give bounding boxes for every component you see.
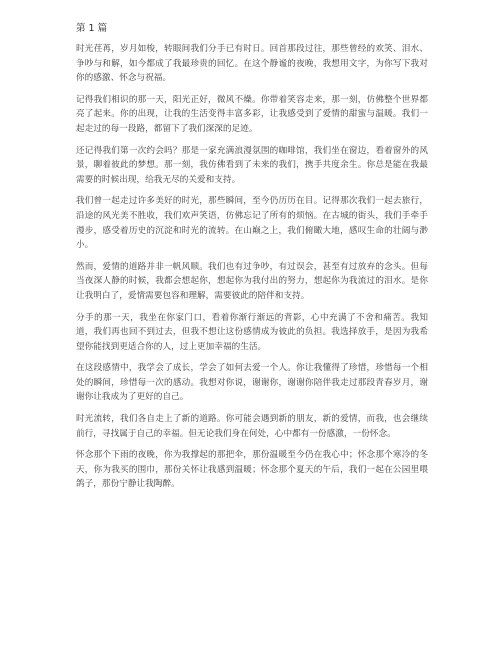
- paragraph: 分手的那一天，我坐在你家门口，看着你渐行渐远的背影，心中充满了不舍和痛苦。我知道，我们再也回不到过去，但我不想让这份感情成为彼此的负担。我选择放手，是因为我希望你能找到更适合你的人，过上更加幸福的生活。: [76, 312, 428, 352]
- document-page: [76, 22, 428, 499]
- paragraph: 时光荏苒，岁月如梭，转眼间我们分手已有时日。回首那段过往，那些曾经的欢笑、泪水、争吵与和解，如今都成了我最珍贵的回忆。在这个静谧的夜晚，我想用文字，为你写下我对你的感激、怀念与祝福。: [76, 44, 428, 84]
- paragraph: 时光流转，我们各自走上了新的道路。你可能会遇到新的朋友，新的爱情，而我，也会继续前行，寻找属于自己的幸福。但无论我们身在何处，心中都有一份感激，一份怀念。: [76, 414, 428, 439]
- paragraph: 我们曾一起走过许多美好的时光，那些瞬间，至今仍历历在目。记得那次我们一起去旅行，沿途的风光美不胜收，我们欢声笑语，仿佛忘记了所有的烦恼。在古城的街头，我们手牵手漫步，感受着历史的沉淀和时光的流转。在山巅之上，我们俯瞰大地，感叹生命的壮阔与渺小。: [76, 196, 428, 251]
- paragraph: 在这段感情中，我学会了成长，学会了如何去爱一个人。你让我懂得了珍惜，珍惜每一个相处的瞬间，珍惜每一次的感动。我想对你说，谢谢你，谢谢你陪伴我走过那段青春岁月，谢谢你让我成为了更好的自己。: [76, 363, 428, 403]
- paragraph: 记得我们相识的那一天，阳光正好，微风不燥。你带着笑容走来，那一刻，仿佛整个世界都亮了起来。你的出现，让我的生活变得丰富多彩，让我感受到了爱情的甜蜜与温暖。我们一起走过的每一段路，都留下了我们深深的足迹。: [76, 94, 428, 134]
- paragraph: 然而，爱情的道路并非一帆风顺。我们也有过争吵，有过误会，甚至有过放弃的念头。但每当夜深人静的时候，我都会想起你，想起你为我付出的努力，想起你为我流过的泪水。是你让我明白了，爱情需要包容和理解，需要彼此的陪伴和支持。: [76, 261, 428, 301]
- paragraph: 还记得我们第一次约会吗？那是一家充满浪漫氛围的咖啡馆，我们坐在窗边，看着窗外的风景，聊着彼此的梦想。那一刻，我仿佛看到了未来的我们，携手共度余生。你总是能在我最需要的时候出现，给我无尽的关爱和支持。: [76, 145, 428, 185]
- paragraph: 怀念那个下雨的夜晚，你为我撑起的那把伞，那份温暖至今仍在我心中；怀念那个寒冷的冬天，你为我买的围巾，那份关怀让我感到温暖；怀念那个夏天的午后，我们一起在公园里喂鸽子，那份宁静让我陶醉。: [76, 450, 428, 490]
- section-heading: 第 1 篇: [76, 23, 108, 34]
